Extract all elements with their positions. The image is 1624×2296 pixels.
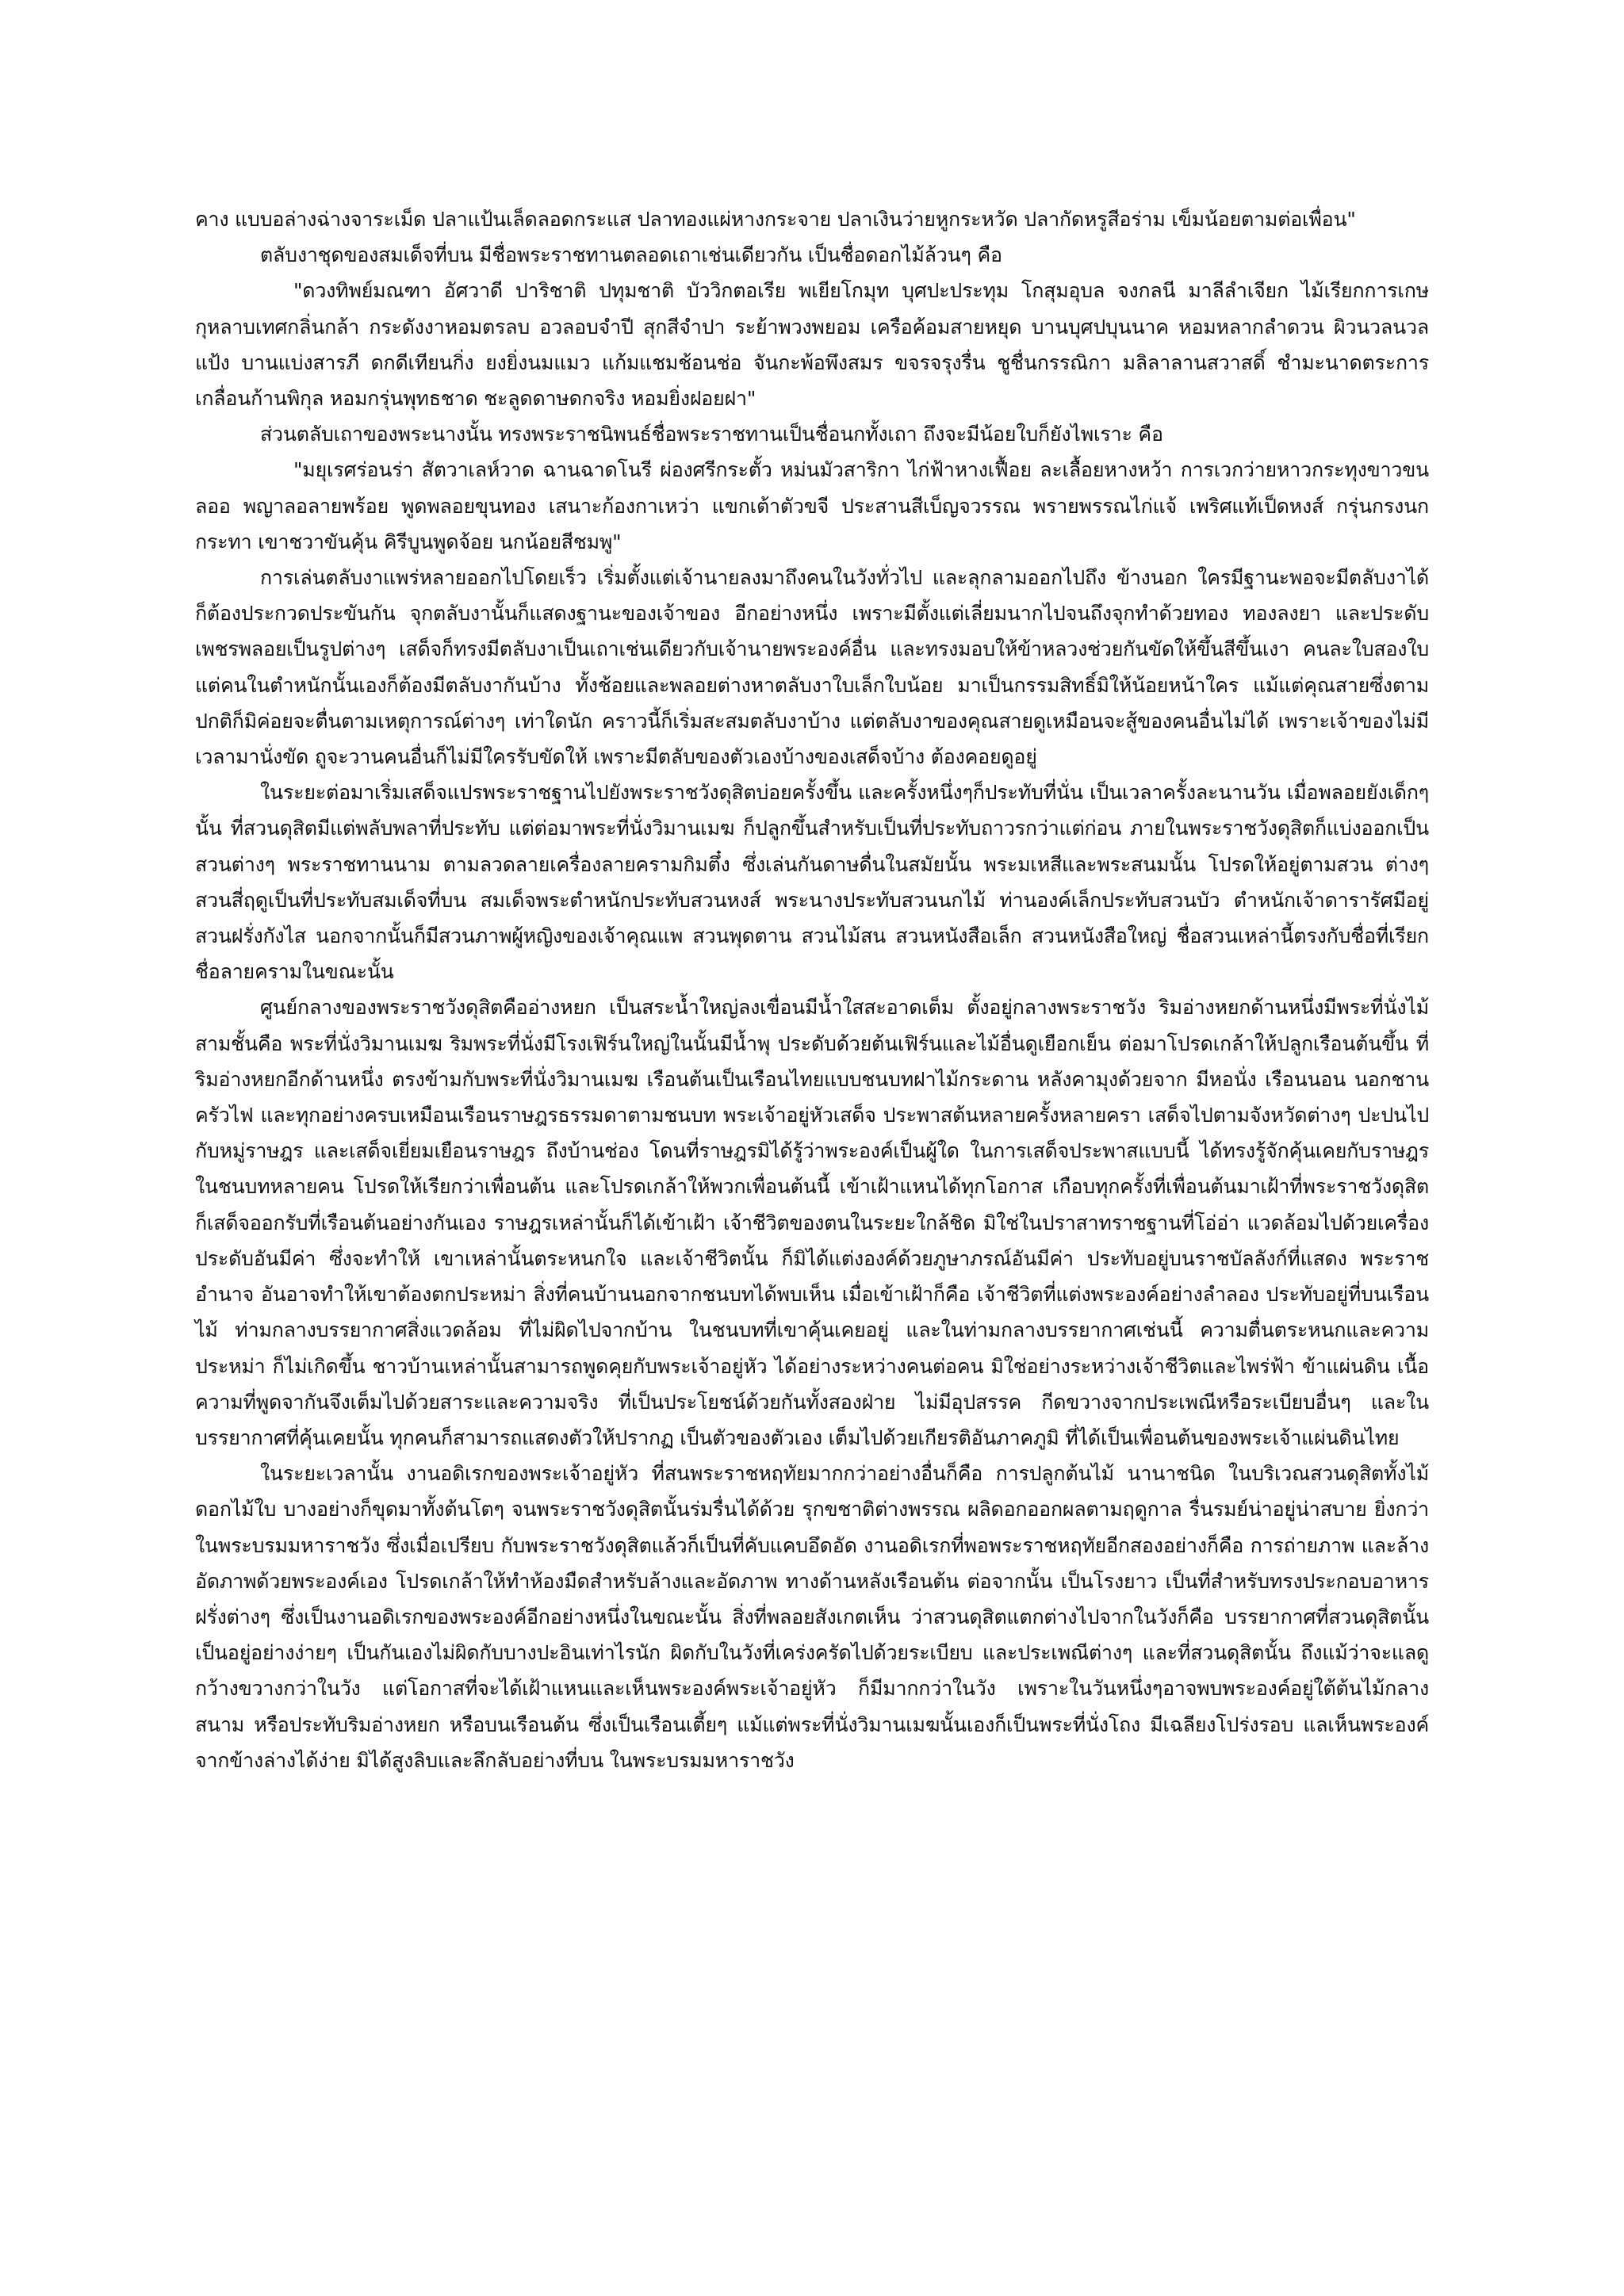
paragraph-fish-list-end: คาง แบบอล่างฉ่างจาระเม็ด ปลาแป้นเล็ดลอดกระแส ปลาทองแผ่หางกระจาย ปลาเงินว่ายหูกระหวัด ปลากัดหรูสีอร่าม เข็มน้อยตามต่อเพื่อน" [195,208,1356,231]
paragraph-bird-box-intro: ส่วนตลับเถาของพระนางนั้น ทรงพระราชนิพนธ์ชื่อพระราชทานเป็นชื่อนกทั้งเถา ถึงจะมีน้อยใบก็ยังไพเราะ คือ [260,423,1163,446]
document-body [195,201,1429,1778]
paragraph-jade-pond: ศูนย์กลางของพระราชวังดุสิตคืออ่างหยก เป็นสระน้ำใหญ่ลงเขื่อนมีน้ำใสสะอาดเต็ม ตั้งอยู่กลางพระราชวัง ริมอ่างหยกด้านหนึ่งมีพระที่นั่งไม้สามชั้นคือ พระที่นั่งวิมานเมฆ ริมพระที่นั่งมีโรงเฟิร์นใหญ่ในนั้นมีน้ำพุ ประดับด้วยต้นเฟิร์นและไม้อื่นดูเยือกเย็น ต่อมาโปรดเกล้าให้ปลูกเรือนต้นขึ้น ที่ริมอ่างหยกอีกด้านหนึ่ง ตรงข้ามกับพระที่นั่งวิมานเมฆ เรือนต้นเป็นเรือนไทยแบบชนบทฝาไม้กระดาน หลังคามุงด้วยจาก มีหอนั่ง เรือนนอน นอกชาน ครัวไฟ และทุกอย่างครบเหมือนเรือนราษฎรธรรมดาตามชนบท พระเจ้าอยู่หัวเสด็จ ประพาสต้นหลายครั้งหลายครา เสด็จไปตามจังหวัดต่างๆ ปะปนไปกับหมู่ราษฎร และเสด็จเยี่ยมเยือนราษฎร ถึงบ้านช่อง โดนที่ราษฎรมิได้รู้ว่าพระองค์เป็นผู้ใด ในการเสด็จประพาสแบบนี้ ได้ทรงรู้จักคุ้นเคยกับราษฎร ในชนบทหลายคน โปรดให้เรียกว่าเพื่อนต้น และโปรดเกล้าให้พวกเพื่อนต้นนี้ เข้าเฝ้าแหนได้ทุกโอกาส เกือบทุกครั้งที่เพื่อนต้นมาเฝ้าที่พระราชวังดุสิต ก็เสด็จออกรับที่เรือนต้นอย่างกันเอง ราษฎรเหล่านั้นก็ได้เข้าเฝ้า เจ้าชีวิตของตนในระยะใกล้ชิด มิใช่ในปราสาทราชฐานที่โอ่อ่า แวดล้อมไปด้วยเครื่องประดับอันมีค่า ซึ่งจะทำให้ เขาเหล่านั้นตระหนกใจ และเจ้าชีวิตนั้น ก็มิได้แต่งองค์ด้วยภูษาภรณ์อันมีค่า ประทับอยู่บนราชบัลลังก์ที่แสดง พระราชอำนาจ อันอาจทำให้เขาต้องตกประหม่า สิ่งที่คนบ้านนอกจากชนบทได้พบเห็น เมื่อเข้าเฝ้าก็คือ เจ้าชีวิตที่แต่งพระองค์อย่างลำลอง ประทับอยู่ที่บนเรือนไม้ ท่ามกลางบรรยากาศสิ่งแวดล้อม ที่ไม่ผิดไปจากบ้าน ในชนบทที่เขาคุ้นเคยอยู่ และในท่ามกลางบรรยากาศเช่นนี้ ความตื่นตระหนกและความประหม่า ก็ไม่เกิดขึ้น ชาวบ้านเหล่านั้นสามารถพูดคุยกับพระเจ้าอยู่หัว ได้อย่างระหว่างคนต่อคน มิใช่อย่างระหว่างเจ้าชีวิตและไพร่ฟ้า ข้าแผ่นดิน เนื้อความที่พูดจากันจึงเต็มไปด้วยสาระและความจริง ที่เป็นประโยชน์ด้วยกันทั้งสองฝ่าย ไม่มีอุปสรรค กีดขวางจากประเพณีหรือระเบียบอื่นๆ และในบรรยากาศที่คุ้นเคยนั้น ทุกคนก็สามารถแสดงตัวให้ปรากฏ เป็นตัวของตัวเอง เต็มไปด้วยเกียรติอันภาคภูมิ ที่ได้เป็นเพื่อนต้นของพระเจ้าแผ่นดินไทย [195,996,1429,1449]
paragraph-king-hobbies: ในระยะเวลานั้น งานอดิเรกของพระเจ้าอยู่หัว ที่สนพระราชหฤทัยมากกว่าอย่างอื่นก็คือ การปลูกต้นไม้ นานาชนิด ในบริเวณสวนดุสิตทั้งไม้ดอกไม้ใบ บางอย่างก็ขุดมาทั้งต้นโตๆ จนพระราชวังดุสิตนั้นร่มรื่นได้ด้วย รุกขชาติต่างพรรณ ผลิดอกออกผลตามฤดูกาล รื่นรมย์น่าอยู่น่าสบาย ยิ่งกว่าในพระบรมมหาราชวัง ซึ่งเมื่อเปรียบ กับพระราชวังดุสิตแล้วก็เป็นที่คับแคบอึดอัด งานอดิเรกที่พอพระราชหฤทัยอีกสองอย่างก็คือ การถ่ายภาพ และล้างอัดภาพด้วยพระองค์เอง โปรดเกล้าให้ทำห้องมืดสำหรับล้างและอัดภาพ ทางด้านหลังเรือนต้น ต่อจากนั้น เป็นโรงยาว เป็นที่สำหรับทรงประกอบอาหารฝรั่งต่างๆ ซึ่งเป็นงานอดิเรกของพระองค์อีกอย่างหนึ่งในขณะนั้น สิ่งที่พลอยสังเกตเห็น ว่าสวนดุสิตแตกต่างไปจากในวังก็คือ บรรยากาศที่สวนดุสิตนั้นเป็นอยู่อย่างง่ายๆ เป็นกันเองไม่ผิดกับบางปะอินเท่าไรนัก ผิดกับในวังที่เคร่งครัดไปด้วยระเบียบ และประเพณีต่างๆ และที่สวนดุสิตนั้น ถึงแม้ว่าจะแลดูกว้างขวางกว่าในวัง แต่โอกาสที่จะได้เฝ้าแหนและเห็นพระองค์พระเจ้าอยู่หัว ก็มีมากกว่าในวัง เพราะในวันหนึ่งๆอาจพบพระองค์อยู่ใต้ต้นไม้กลางสนาม หรือประทับริมอ่างหยก หรือบนเรือนต้น ซึ่งเป็นเรือนเตี้ยๆ แม้แต่พระที่นั่งวิมานเมฆนั้นเองก็เป็นพระที่นั่งโถง มีเฉลียงโปร่งรอบ แลเห็นพระองค์จากข้างล่างได้ง่าย มิได้สูงลิบและลึกลับอย่างที่บน ในพระบรมมหาราชวัง [195,1462,1429,1772]
paragraph-flower-names: "ดวงทิพย์มณฑา อัศวาดี ปาริชาติ ปทุมชาติ บัววิกตอเรีย พเยียโกมุท บุศปะประทุม โกสุมอุบล จงกลนี มาลีลำเจียก ไม้เรียกการเกษ กุหลาบเทศกลิ่นกล้า กระดังงาหอมตรลบ อวลอบจำปี สุกสีจำปา ระย้าพวงพยอม เครือค้อมสายหยุด บานบุศปบุนนาค หอมหลากลำดวน ผิวนวลนวลแป้ง บานแบ่งสารภี ดกดีเทียนกิ่ง ยงยิ่งนมแมว แก้มแชมช้อนช่อ จันกะพ้อพึงสมร ขจรจรุงรื่น ชูชื่นกรรณิกา มลิลาลานสวาสดิ์ ชำมะนาดตระการ เกลื่อนก้านพิกุล หอมกรุ่นพุทธชาด ชะลูดดาษดกจริง หอมยิ่งฝอยฝา" [195,279,1429,411]
paragraph-bird-names: "มยุเรศร่อนร่า สัตวาเลห์วาด ฉานฉาดโนรี ผ่องศรีกระตั้ว หม่นมัวสาริกา ไก่ฟ้าหางเฟื้อย ละเลื้อยหางหว้า การเวกว่ายหาวกระทุงขาวขนลออ พญาลอลายพร้อย พูดพลอยขุนทอง เสนาะก้องกาเหว่า แขกเต้าตัวขจี ประสานสีเบ็ญจวรรณ พรายพรรณไก่แจ้ เพริศแท้เป็ดหงส์ กรุ่นกรงนกกระทา เขาชวาขันคุ้น คิรีบูนพูดจ้อย นกน้อยสีชมพู" [195,458,1429,553]
paragraph-ivory-box-intro: ตลับงาชุดของสมเด็จที่บน มีชื่อพระราชทานตลอดเถาเช่นเดียวกัน เป็นชื่อดอกไม้ล้วนๆ คือ [260,243,1002,267]
paragraph-dusit-palace-gardens: ในระยะต่อมาเริ่มเสด็จแปรพระราชฐานไปยังพระราชวังดุสิตบ่อยครั้งขึ้น และครั้งหนึ่งๆก็ประทับที่นั่น เป็นเวลาครั้งละนานวัน เมื่อพลอยยังเด็กๆนั้น ที่สวนดุสิตมีแต่พลับพลาที่ประทับ แต่ต่อมาพระที่นั่งวิมานเมฆ ก็ปลูกขึ้นสำหรับเป็นที่ประทับถาวรกว่าแต่ก่อน ภายในพระราชวังดุสิตก็แบ่งออกเป็นสวนต่างๆ พระราชทานนาม ตามลวดลายเครื่องลายครามกิมตึ๋ง ซึ่งเล่นกันดาษดื่นในสมัยนั้น พระมเหสีและพระสนมนั้น โปรดให้อยู่ตามสวน ต่างๆ สวนสี่ฤดูเป็นที่ประทับสมเด็จที่บน สมเด็จพระตำหนักประทับสวนหงส์ พระนางประทับสวนนกไม้ ท่านองค์เล็กประทับสวนบัว ตำหนักเจ้าดารารัศมีอยู่สวนฝรั่งกังไส นอกจากนั้นก็มีสวนภาพผู้หญิงของเจ้าคุณแพ สวนพุดตาน สวนไม้สน สวนหนังสือเล็ก สวนหนังสือใหญ่ ชื่อสวนเหล่านี้ตรงกับชื่อที่เรียกชื่อลายครามในขณะนั้น [195,781,1429,984]
paragraph-ivory-box-craze: การเล่นตลับงาแพร่หลายออกไปโดยเร็ว เริ่มตั้งแต่เจ้านายลงมาถึงคนในวังทั่วไป และลุกลามออกไปถึง ข้างนอก ใครมีฐานะพอจะมีตลับงาได้ ก็ต้องประกวดประขันกัน จุกตลับงานั้นก็แสดงฐานะของเจ้าของ อีกอย่างหนึ่ง เพราะมีตั้งแต่เลี่ยมนากไปจนถึงจุกทำด้วยทอง ทองลงยา และประดับเพชรพลอยเป็นรูปต่างๆ เสด็จก็ทรงมีตลับงาเป็นเถาเช่นเดียวกับเจ้านายพระองค์อื่น และทรงมอบให้ข้าหลวงช่วยกันขัดให้ขึ้นสีขึ้นเงา คนละใบสองใบ แต่คนในตำหนักนั้นเองก็ต้องมีตลับงากันบ้าง ทั้งช้อยและพลอยต่างหาตลับงาใบเล็กใบน้อย มาเป็นกรรมสิทธิ์มิให้น้อยหน้าใคร แม้แต่คุณสายซึ่งตามปกติก็มิค่อยจะตื่นตามเหตุการณ์ต่างๆ เท่าใดนัก คราวนี้ก็เริ่มสะสมตลับงาบ้าง แต่ตลับงาของคุณสายดูเหมือนจะสู้ของคนอื่นไม่ได้ เพราะเจ้าของไม่มีเวลามานั่งขัด ถูจะวานคนอื่นก็ไม่มีใครรับขัดให้ เพราะมีตลับของตัวเองบ้างของเสด็จบ้าง ต้องคอยดูอยู่ [195,566,1429,769]
